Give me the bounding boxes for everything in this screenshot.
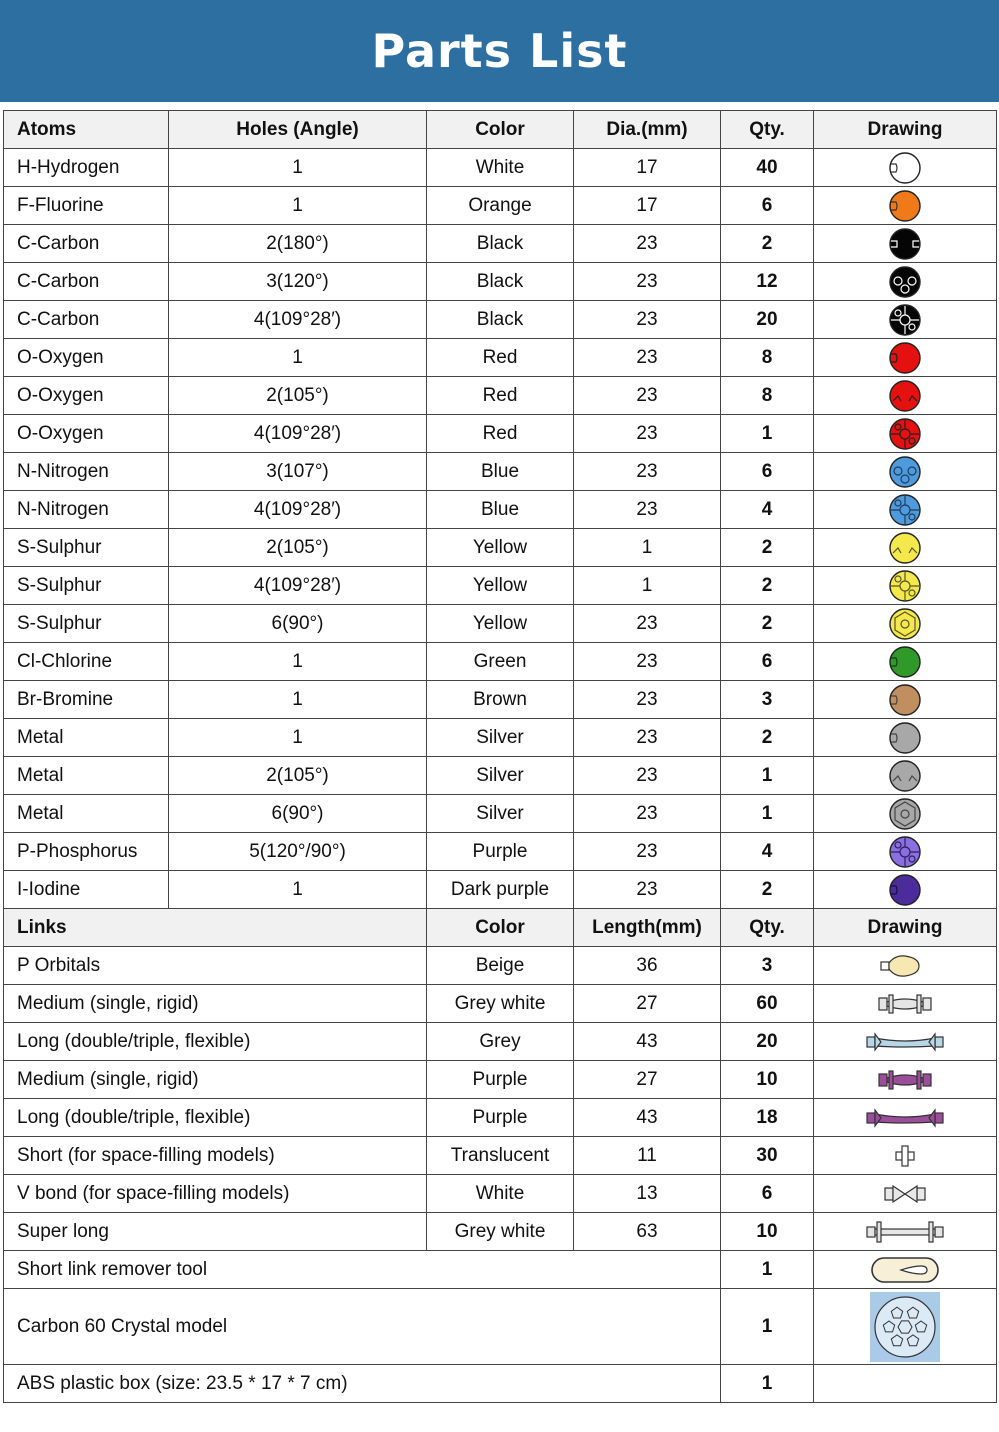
link-length: 27 <box>574 1061 721 1099</box>
atom-ball-icon <box>887 569 923 603</box>
atom-name: Br-Bromine <box>4 681 169 719</box>
atom-name: P-Phosphorus <box>4 833 169 871</box>
atom-diameter: 23 <box>574 833 721 871</box>
atom-row <box>4 491 997 529</box>
atom-ball-icon <box>887 683 923 717</box>
atom-row <box>4 377 997 415</box>
atom-ball-icon <box>887 873 923 907</box>
atom-holes: 1 <box>169 643 427 681</box>
link-color: Purple <box>427 1061 574 1099</box>
extra-quantity: 1 <box>721 1251 814 1289</box>
atom-quantity: 40 <box>721 149 814 187</box>
extra-name: Short link remover tool <box>4 1251 721 1289</box>
atom-diameter: 23 <box>574 795 721 833</box>
atoms-header-row <box>4 111 997 149</box>
atom-quantity: 1 <box>721 415 814 453</box>
column-header: Drawing <box>814 111 997 149</box>
column-header: Length(mm) <box>574 909 721 947</box>
atom-quantity: 6 <box>721 453 814 491</box>
atom-color: Silver <box>427 795 574 833</box>
atom-quantity: 2 <box>721 225 814 263</box>
atom-holes: 1 <box>169 719 427 757</box>
atom-quantity: 8 <box>721 377 814 415</box>
column-header: Atoms <box>4 111 169 149</box>
atom-holes: 2(105°) <box>169 757 427 795</box>
atom-name: S-Sulphur <box>4 567 169 605</box>
link-quantity: 10 <box>721 1061 814 1099</box>
link-quantity: 20 <box>721 1023 814 1061</box>
atom-color: Black <box>427 301 574 339</box>
atom-color: Yellow <box>427 567 574 605</box>
atom-ball-icon <box>887 645 923 679</box>
atom-name: S-Sulphur <box>4 529 169 567</box>
atom-name: O-Oxygen <box>4 415 169 453</box>
atom-drawing <box>814 605 997 643</box>
link-drawing <box>814 1061 997 1099</box>
atom-quantity: 2 <box>721 567 814 605</box>
atom-drawing <box>814 415 997 453</box>
atom-drawing <box>814 187 997 225</box>
atom-holes: 4(109°28′) <box>169 491 427 529</box>
link-length: 36 <box>574 947 721 985</box>
atom-name: N-Nitrogen <box>4 491 169 529</box>
atom-row <box>4 757 997 795</box>
atom-quantity: 2 <box>721 605 814 643</box>
column-header: Dia.(mm) <box>574 111 721 149</box>
bond-link-icon <box>865 1216 945 1248</box>
atom-ball-icon <box>887 759 923 793</box>
atom-holes: 2(105°) <box>169 529 427 567</box>
atom-diameter: 23 <box>574 225 721 263</box>
atom-holes: 4(109°28′) <box>169 415 427 453</box>
atom-row <box>4 643 997 681</box>
atom-drawing <box>814 719 997 757</box>
atom-ball-icon <box>887 455 923 489</box>
link-length: 11 <box>574 1137 721 1175</box>
atom-quantity: 1 <box>721 795 814 833</box>
atom-row <box>4 187 997 225</box>
atom-drawing <box>814 871 997 909</box>
atom-holes: 1 <box>169 339 427 377</box>
atom-diameter: 23 <box>574 871 721 909</box>
atom-diameter: 17 <box>574 149 721 187</box>
link-length: 27 <box>574 985 721 1023</box>
atom-holes: 3(107°) <box>169 453 427 491</box>
atom-drawing <box>814 263 997 301</box>
atom-row <box>4 263 997 301</box>
atom-quantity: 12 <box>721 263 814 301</box>
atom-color: Yellow <box>427 529 574 567</box>
link-name: P Orbitals <box>4 947 427 985</box>
atom-name: Metal <box>4 719 169 757</box>
atom-ball-icon <box>887 227 923 261</box>
link-drawing <box>814 947 997 985</box>
atom-color: Red <box>427 339 574 377</box>
atom-diameter: 23 <box>574 757 721 795</box>
atom-drawing <box>814 681 997 719</box>
column-header: Qty. <box>721 111 814 149</box>
title-banner <box>0 0 999 102</box>
atom-quantity: 20 <box>721 301 814 339</box>
link-quantity: 10 <box>721 1213 814 1251</box>
atom-quantity: 6 <box>721 643 814 681</box>
column-header: Qty. <box>721 909 814 947</box>
atom-ball-icon <box>887 721 923 755</box>
atom-holes: 1 <box>169 187 427 225</box>
atom-drawing <box>814 795 997 833</box>
extra-drawing <box>814 1289 997 1365</box>
extra-quantity: 1 <box>721 1365 814 1403</box>
atom-name: I-Iodine <box>4 871 169 909</box>
bond-link-icon <box>865 950 945 982</box>
atom-quantity: 6 <box>721 187 814 225</box>
atom-quantity: 2 <box>721 529 814 567</box>
atom-diameter: 23 <box>574 681 721 719</box>
link-color: Grey <box>427 1023 574 1061</box>
atom-color: Yellow <box>427 605 574 643</box>
atom-row <box>4 567 997 605</box>
atom-holes: 1 <box>169 871 427 909</box>
atom-holes: 4(109°28′) <box>169 301 427 339</box>
atom-name: O-Oxygen <box>4 339 169 377</box>
atom-row <box>4 795 997 833</box>
link-row <box>4 1213 997 1251</box>
atom-holes: 4(109°28′) <box>169 567 427 605</box>
bond-link-icon <box>865 1064 945 1096</box>
atom-ball-icon <box>887 797 923 831</box>
atom-holes: 1 <box>169 149 427 187</box>
link-quantity: 6 <box>721 1175 814 1213</box>
atom-drawing <box>814 529 997 567</box>
extra-quantity: 1 <box>721 1289 814 1365</box>
link-color: Translucent <box>427 1137 574 1175</box>
column-header: Color <box>427 909 574 947</box>
atom-color: Red <box>427 415 574 453</box>
atom-quantity: 4 <box>721 833 814 871</box>
atom-row <box>4 339 997 377</box>
atom-row <box>4 719 997 757</box>
link-name: Long (double/triple, flexible) <box>4 1099 427 1137</box>
extra-row <box>4 1251 997 1289</box>
link-name: Short (for space-filling models) <box>4 1137 427 1175</box>
atom-diameter: 1 <box>574 529 721 567</box>
extra-drawing <box>814 1251 997 1289</box>
atom-row <box>4 149 997 187</box>
link-drawing <box>814 985 997 1023</box>
atom-drawing <box>814 567 997 605</box>
atom-row <box>4 833 997 871</box>
atom-drawing <box>814 833 997 871</box>
atom-color: Dark purple <box>427 871 574 909</box>
atom-diameter: 23 <box>574 377 721 415</box>
atom-holes: 2(180°) <box>169 225 427 263</box>
atom-name: O-Oxygen <box>4 377 169 415</box>
atom-quantity: 2 <box>721 719 814 757</box>
atom-name: Cl-Chlorine <box>4 643 169 681</box>
link-color: Grey white <box>427 1213 574 1251</box>
atom-ball-icon <box>887 379 923 413</box>
bond-link-icon <box>865 1140 945 1172</box>
atom-ball-icon <box>887 417 923 451</box>
atom-color: Black <box>427 263 574 301</box>
link-drawing <box>814 1099 997 1137</box>
column-header: Links <box>4 909 427 947</box>
link-drawing <box>814 1023 997 1061</box>
link-drawing <box>814 1175 997 1213</box>
atom-color: Blue <box>427 453 574 491</box>
link-name: Long (double/triple, flexible) <box>4 1023 427 1061</box>
atom-ball-icon <box>887 303 923 337</box>
link-length: 13 <box>574 1175 721 1213</box>
link-row <box>4 1099 997 1137</box>
link-color: White <box>427 1175 574 1213</box>
link-drawing <box>814 1213 997 1251</box>
atom-ball-icon <box>887 265 923 299</box>
atom-color: Orange <box>427 187 574 225</box>
atom-row <box>4 529 997 567</box>
atom-row <box>4 681 997 719</box>
atom-holes: 2(105°) <box>169 377 427 415</box>
link-row <box>4 947 997 985</box>
page-title: Parts List <box>371 24 628 78</box>
extra-row <box>4 1289 997 1365</box>
link-row <box>4 1175 997 1213</box>
link-name: Medium (single, rigid) <box>4 985 427 1023</box>
column-header: Color <box>427 111 574 149</box>
atom-quantity: 8 <box>721 339 814 377</box>
atom-ball-icon <box>887 607 923 641</box>
atom-name: C-Carbon <box>4 301 169 339</box>
atom-diameter: 23 <box>574 605 721 643</box>
atom-quantity: 2 <box>721 871 814 909</box>
atom-row <box>4 415 997 453</box>
atom-diameter: 23 <box>574 453 721 491</box>
link-quantity: 18 <box>721 1099 814 1137</box>
atom-drawing <box>814 301 997 339</box>
column-header: Drawing <box>814 909 997 947</box>
links-header-row <box>4 909 997 947</box>
atom-name: F-Fluorine <box>4 187 169 225</box>
extra-name: ABS plastic box (size: 23.5 * 17 * 7 cm) <box>4 1365 721 1403</box>
atom-diameter: 23 <box>574 339 721 377</box>
link-name: V bond (for space-filling models) <box>4 1175 427 1213</box>
atom-name: C-Carbon <box>4 263 169 301</box>
atom-drawing <box>814 377 997 415</box>
atom-quantity: 3 <box>721 681 814 719</box>
link-row <box>4 985 997 1023</box>
atom-name: Metal <box>4 757 169 795</box>
atom-name: Metal <box>4 795 169 833</box>
atom-holes: 6(90°) <box>169 795 427 833</box>
atom-row <box>4 453 997 491</box>
link-quantity: 30 <box>721 1137 814 1175</box>
atom-holes: 6(90°) <box>169 605 427 643</box>
atom-diameter: 17 <box>574 187 721 225</box>
parts-table <box>3 110 997 1403</box>
extra-row <box>4 1365 997 1403</box>
atom-drawing <box>814 339 997 377</box>
atom-diameter: 23 <box>574 491 721 529</box>
atom-color: Brown <box>427 681 574 719</box>
atom-name: C-Carbon <box>4 225 169 263</box>
link-color: Beige <box>427 947 574 985</box>
atom-holes: 1 <box>169 681 427 719</box>
atom-drawing <box>814 491 997 529</box>
atom-drawing <box>814 643 997 681</box>
link-quantity: 60 <box>721 985 814 1023</box>
link-row <box>4 1061 997 1099</box>
atom-name: S-Sulphur <box>4 605 169 643</box>
atom-holes: 3(120°) <box>169 263 427 301</box>
link-drawing <box>814 1137 997 1175</box>
column-header: Holes (Angle) <box>169 111 427 149</box>
atom-diameter: 23 <box>574 719 721 757</box>
link-color: Purple <box>427 1099 574 1137</box>
link-name: Super long <box>4 1213 427 1251</box>
atom-color: White <box>427 149 574 187</box>
atom-ball-icon <box>887 835 923 869</box>
atom-color: Purple <box>427 833 574 871</box>
atom-name: H-Hydrogen <box>4 149 169 187</box>
atom-color: Blue <box>427 491 574 529</box>
atom-color: Silver <box>427 757 574 795</box>
atom-name: N-Nitrogen <box>4 453 169 491</box>
link-color: Grey white <box>427 985 574 1023</box>
extra-drawing <box>814 1365 997 1403</box>
atom-drawing <box>814 453 997 491</box>
link-length: 43 <box>574 1099 721 1137</box>
bond-link-icon <box>865 988 945 1020</box>
atom-diameter: 23 <box>574 263 721 301</box>
atom-row <box>4 871 997 909</box>
atom-color: Red <box>427 377 574 415</box>
link-row <box>4 1137 997 1175</box>
atom-color: Green <box>427 643 574 681</box>
atom-ball-icon <box>887 531 923 565</box>
atom-diameter: 23 <box>574 643 721 681</box>
atom-quantity: 1 <box>721 757 814 795</box>
atom-drawing <box>814 149 997 187</box>
atom-row <box>4 605 997 643</box>
remover-tool-icon <box>869 1255 941 1285</box>
bond-link-icon <box>865 1102 945 1134</box>
atom-ball-icon <box>887 151 923 185</box>
atom-row <box>4 301 997 339</box>
atom-drawing <box>814 225 997 263</box>
link-quantity: 3 <box>721 947 814 985</box>
link-name: Medium (single, rigid) <box>4 1061 427 1099</box>
link-length: 63 <box>574 1213 721 1251</box>
bond-link-icon <box>865 1026 945 1058</box>
link-length: 43 <box>574 1023 721 1061</box>
atom-quantity: 4 <box>721 491 814 529</box>
atom-diameter: 23 <box>574 301 721 339</box>
link-row <box>4 1023 997 1061</box>
atom-holes: 5(120°/90°) <box>169 833 427 871</box>
buckyball-model-icon <box>870 1292 940 1362</box>
atom-row <box>4 225 997 263</box>
atom-color: Silver <box>427 719 574 757</box>
atom-color: Black <box>427 225 574 263</box>
atom-ball-icon <box>887 189 923 223</box>
extra-name: Carbon 60 Crystal model <box>4 1289 721 1365</box>
atom-diameter: 23 <box>574 415 721 453</box>
bond-link-icon <box>865 1178 945 1210</box>
atom-ball-icon <box>887 341 923 375</box>
atom-drawing <box>814 757 997 795</box>
atom-ball-icon <box>887 493 923 527</box>
atom-diameter: 1 <box>574 567 721 605</box>
